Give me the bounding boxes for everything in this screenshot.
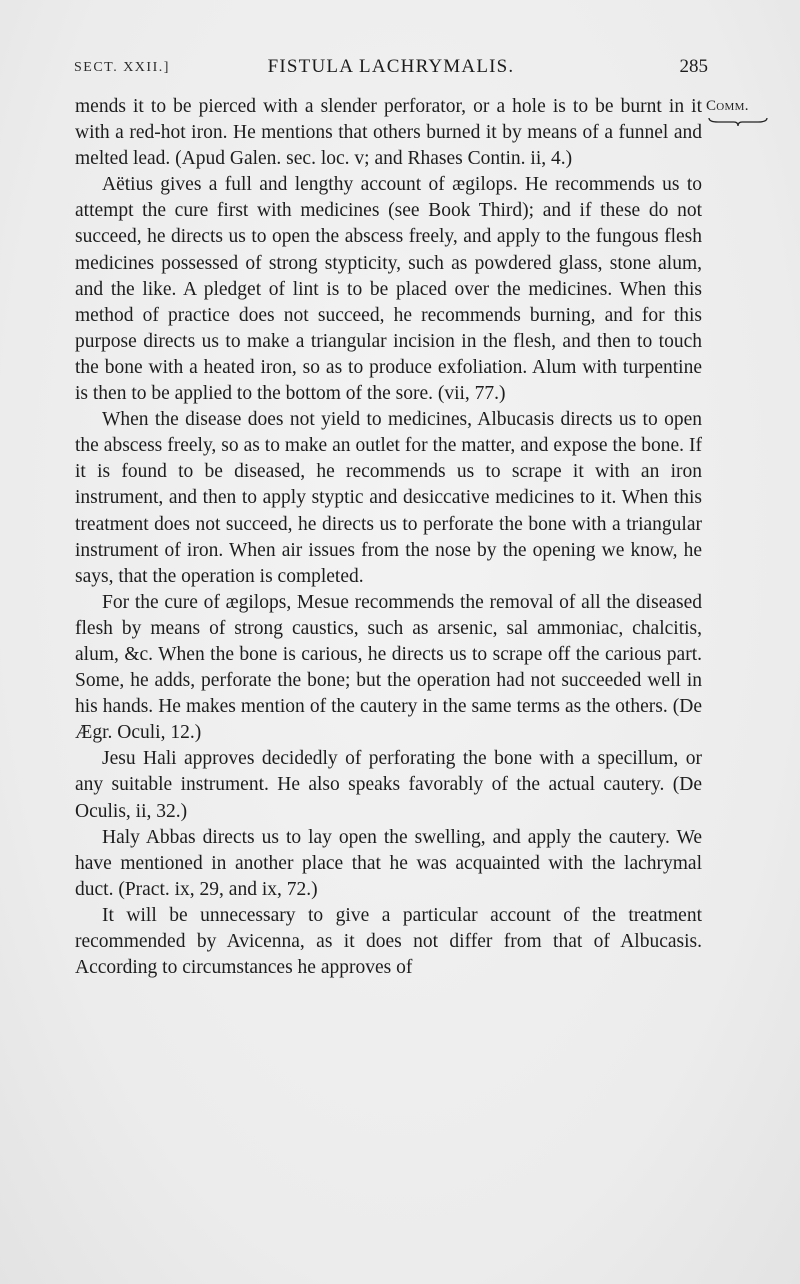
brace-icon <box>708 117 768 127</box>
paragraph-avicenna: It will be unnecessary to give a particular account of the treatment recommended by Avicenna, as it does not differ from that of Albucasis. According to circumstances he approves of <box>75 904 702 979</box>
running-header <box>74 56 708 82</box>
running-title: FISTULA LACHRYMALIS. <box>267 56 515 77</box>
paragraph-aetius: Aëtius gives a full and lengthy account of ægilops. He recommends us to attempt the cure first with medicines (see Book Third); and if these do not succeed, he directs us to open the abscess freely, and apply to the fungous flesh medicines possessed of strong stypticity, such as powdered glass, stone alum, and the like. A pledget of lint is to be placed over the medicines. When this method of practice does not succeed, he recommends burning, and for this purpose directs us to make a triangular incision in the flesh, and then to touch the bone with a heated iron, so as to produce exfoliation. Alum with turpentine is then to be applied to the bottom of the sore. (vii, 77.) <box>75 174 702 405</box>
paragraph-mesue: For the cure of ægilops, Mesue recommends the removal of all the diseased flesh by means of strong caustics, such as arsenic, sal ammoniac, chalcitis, alum, &c. When the bone is carious, he directs us to scrape off the carious part. Some, he adds, perforate the bone; but the operation had not succeeded well in his hands. He makes mention of the cautery in the same terms as the others. (De Ægr. Oculi, 12.) <box>75 591 702 744</box>
page-number: 285 <box>679 56 708 77</box>
paragraph-albucasis: When the disease does not yield to medicines, Albucasis directs us to open the abscess freely, so as to make an outlet for the matter, and expose the bone. If it is found to be diseased, he recommends us to scrape it with an iron instrument, and then to apply styptic and desiccative medicines to it. When this treatment does not succeed, he directs us to perforate the bone with a triangular instrument of iron. When air issues from the nose by the opening we know, he says, that the operation is completed. <box>75 409 702 587</box>
paragraph-haly-abbas: Haly Abbas directs us to lay open the swelling, and apply the cautery. We have mentioned in another place that he was acquainted with the lachrymal duct. (Pract. ix, 29, and ix, 72.) <box>75 826 702 900</box>
paragraph-jesu-hali: Jesu Hali approves decidedly of perforating the bone with a specillum, or any suitable instrument. He also speaks favorably of the actual cautery. (De Oculis, ii, 32.) <box>75 748 702 822</box>
margin-note-label: Comm. <box>706 98 749 114</box>
margin-note <box>706 98 770 127</box>
paragraph-continuation: mends it to be pierced with a slender perforator, or a hole is to be burnt in it with a red-hot iron. He mentions that others burned it by means of a funnel and melted lead. (Apud Galen. sec. loc. v; and Rhases Contin. ii, 4.) <box>75 96 702 170</box>
section-label: SECT. XXII.] <box>74 60 170 75</box>
body-text <box>75 94 702 981</box>
